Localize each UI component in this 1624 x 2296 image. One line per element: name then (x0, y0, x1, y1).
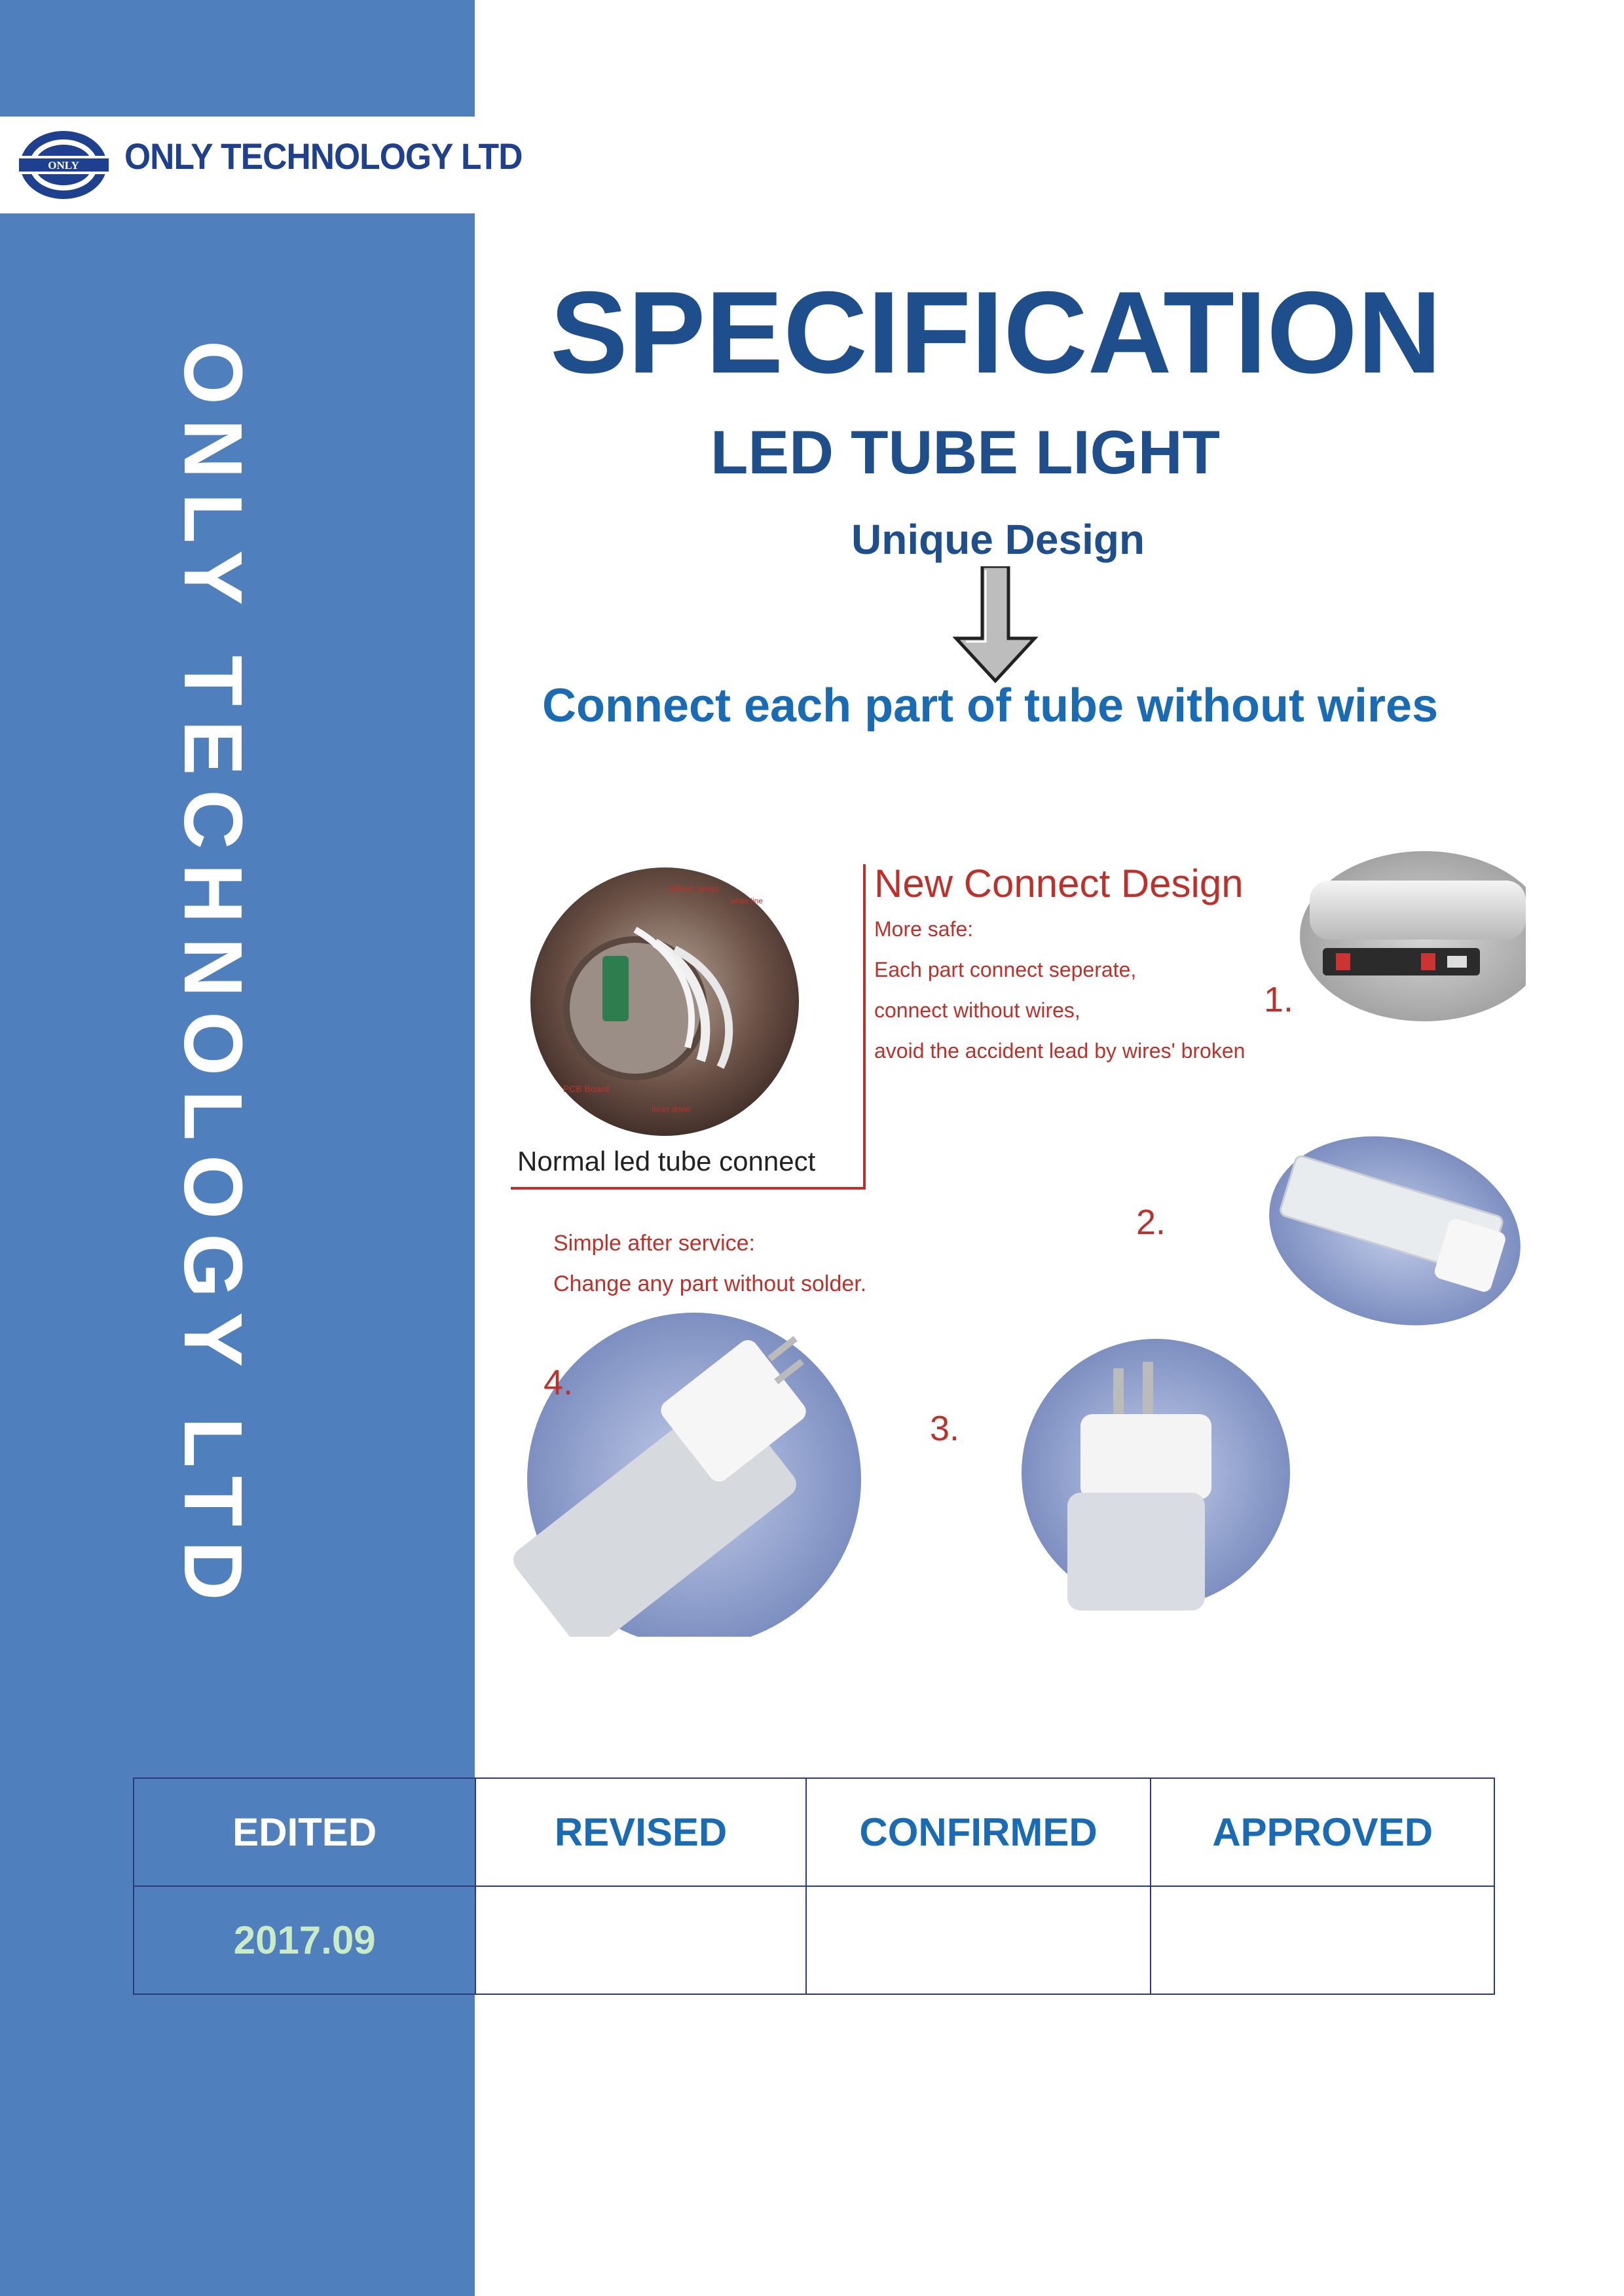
label-white-line: white line (730, 896, 764, 905)
value-approved (1151, 1886, 1494, 1994)
step-2-photo (1247, 1109, 1526, 1352)
logo-company-name: ONLY TECHNOLOGY LTD (124, 136, 523, 177)
tagline: Unique Design (851, 516, 1145, 563)
normal-connect-photo (530, 867, 799, 1136)
label-silicon-wires: Silicon wires (668, 883, 719, 894)
product-name: LED TUBE LIGHT (710, 418, 1221, 486)
approval-table (133, 1777, 1495, 1995)
new-design-line-3: connect without wires, (874, 998, 1080, 1022)
service-line-2: Change any part without solder. (553, 1271, 867, 1296)
new-design-title: New Connect Design (874, 862, 1244, 905)
header-revised: REVISED (475, 1778, 805, 1886)
header-edited: EDITED (134, 1778, 475, 1886)
header-confirmed: CONFIRMED (806, 1778, 1151, 1886)
step-3-label: 3. (930, 1409, 960, 1448)
connect-headline: Connect each part of tube without wires (542, 680, 1439, 732)
value-confirmed (806, 1886, 1151, 1994)
label-inner-driver: Inner driver (652, 1104, 692, 1114)
approval-header-row (134, 1778, 1494, 1886)
approval-value-row (134, 1886, 1494, 1994)
company-logo (0, 117, 523, 213)
service-line-1: Simple after service: (553, 1231, 755, 1256)
step-4-label: 4. (544, 1363, 574, 1402)
value-edited: 2017.09 (134, 1886, 475, 1994)
new-design-line-4: avoid the accident lead by wires' broken (874, 1039, 1246, 1063)
company-logo-badge (16, 127, 111, 203)
normal-caption: Normal led tube connect (517, 1146, 816, 1176)
page-title: SPECIFICATION (550, 267, 1442, 397)
step-2-label: 2. (1136, 1203, 1166, 1242)
step-1-label: 1. (1264, 980, 1294, 1019)
header-approved: APPROVED (1151, 1778, 1494, 1886)
step-4-photo (508, 1313, 861, 1637)
sidebar-company-name: ONLY TECHNOLOGY LTD (167, 340, 259, 1615)
step-3-photo (1022, 1339, 1290, 1611)
new-design-line-1: More safe: (874, 917, 974, 941)
down-arrow-icon (953, 566, 1038, 684)
product-illustration (504, 851, 1526, 1637)
value-revised (475, 1886, 805, 1994)
new-design-line-2: Each part connect seperate, (874, 958, 1137, 981)
step-1-photo (1300, 851, 1526, 1021)
label-pcb-board: PCB Board (563, 1084, 610, 1094)
logo-badge-text: ONLY (48, 159, 79, 172)
